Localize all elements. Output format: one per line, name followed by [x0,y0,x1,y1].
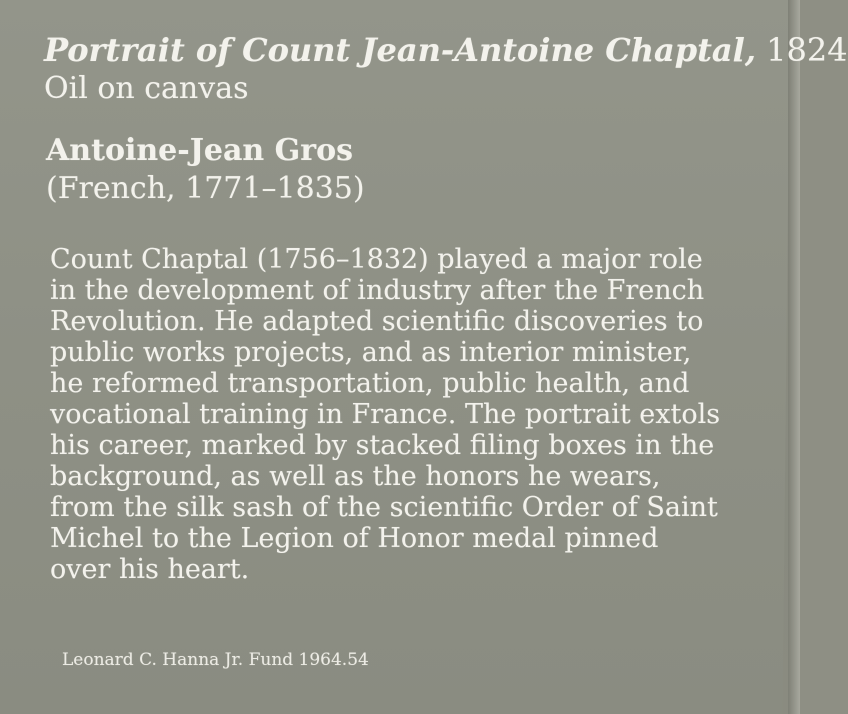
artist-name: Antoine-Jean Gros [46,133,354,168]
artwork-title [44,32,848,68]
description-line: from the silk sash of the scientific Order of Saint [50,492,718,523]
description-line: public works projects, and as interior minister, [50,337,692,368]
label-edge [788,0,800,714]
description-line: vocational training in France. The portrait extols [50,399,721,430]
artwork-year: 1824 [766,31,848,69]
artwork-medium: Oil on canvas [44,71,249,106]
description-line: Revolution. He adapted scientific discoveries to [50,306,704,337]
description-line: Michel to the Legion of Honor medal pinned [50,523,659,554]
artist-nationality: (French, 1771–1835) [46,171,365,206]
description-line: in the development of industry after the French [50,275,705,306]
description-line: his career, marked by stacked filing boxes in the [50,430,715,461]
artwork-title-italic: Portrait of Count Jean-Antoine Chaptal, [44,31,756,69]
description-line: he reformed transportation, public health, and [50,368,690,399]
description-line: over his heart. [50,554,250,585]
description-line: background, as well as the honors he wears, [50,461,661,492]
description-line: Count Chaptal (1756–1832) played a major role [50,244,703,275]
artwork-description [50,244,720,585]
credit-line: Leonard C. Hanna Jr. Fund 1964.54 [62,650,369,670]
